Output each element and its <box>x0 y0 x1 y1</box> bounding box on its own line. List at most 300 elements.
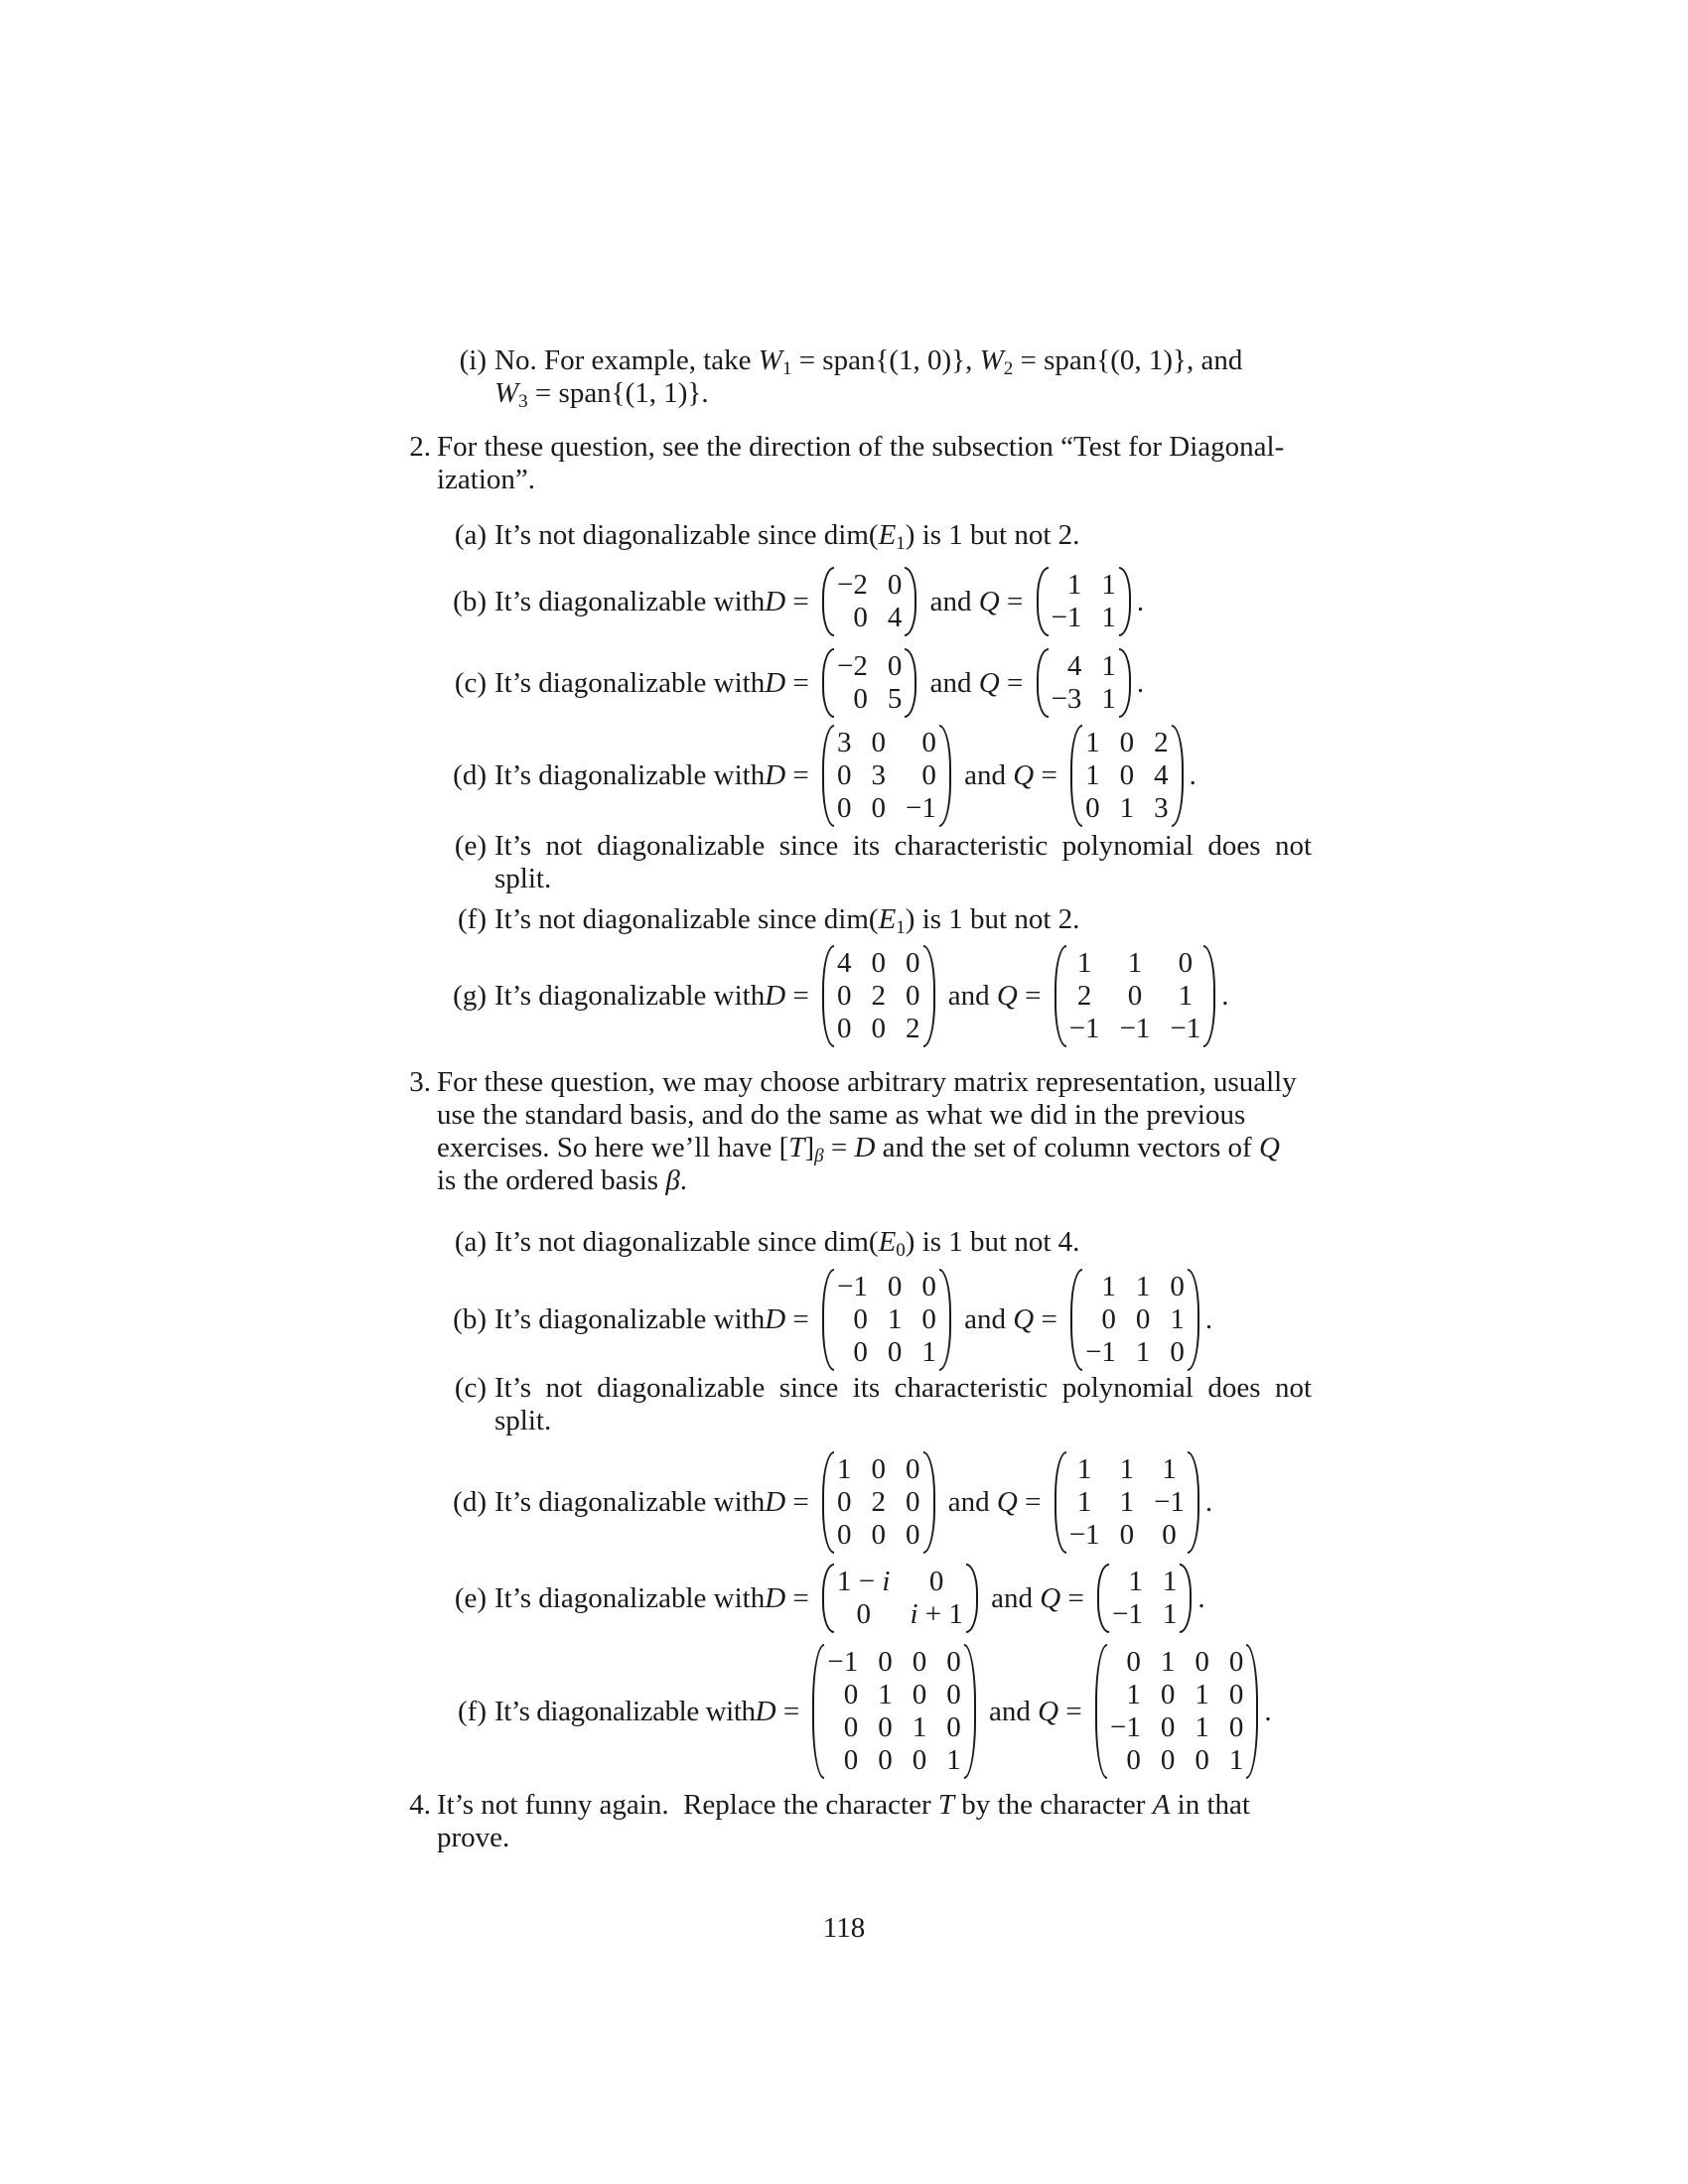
matrix-cell: 0 <box>843 1744 859 1776</box>
text: = <box>1017 979 1049 1012</box>
matrix-cell: 0 <box>887 1335 903 1368</box>
matrix-cell: 0 <box>887 1270 903 1302</box>
math-var: E <box>878 903 897 935</box>
math-var: D <box>765 585 786 617</box>
math-var: Q <box>1040 1581 1061 1614</box>
matrix-cell: 1 <box>1128 1566 1143 1597</box>
math-var: W <box>494 377 519 409</box>
text: = span{(1, 1)}. <box>527 377 709 409</box>
matrix-cell: 0 <box>853 1335 868 1368</box>
math-var: D <box>765 979 786 1012</box>
matrix-cell: 2 <box>906 1012 920 1044</box>
matrix-entries <box>834 567 905 636</box>
matrix-cell: 0 <box>1085 791 1100 824</box>
matrix-cell: 1 <box>878 1679 893 1710</box>
matrix-cell: 0 <box>853 683 868 715</box>
matrix-cell: −1 <box>1085 1335 1116 1368</box>
text: It’s diagonalizable with <box>494 1302 766 1335</box>
matrix-cell: 0 <box>843 1711 859 1743</box>
math-var: D <box>765 1581 786 1614</box>
text: = <box>1017 1485 1049 1518</box>
question-number: 2. <box>409 431 431 463</box>
matrix-cell: 0 <box>946 1711 961 1743</box>
subscript: 1 <box>896 917 906 938</box>
matrix-cell: 0 <box>878 1711 893 1743</box>
matrix-D <box>812 1644 975 1779</box>
item-text-line-1 <box>494 344 1319 377</box>
question-text-line-2: use the standard basis, and do the same as what we did in the previous <box>437 1099 1246 1131</box>
text: ) is 1 but not 2. <box>905 519 1080 551</box>
text: . <box>1136 666 1145 699</box>
part-label: (d) <box>453 758 487 791</box>
text: . <box>1189 758 1196 791</box>
part-label: (d) <box>453 1485 487 1518</box>
matrix-cell: 1 <box>1066 569 1082 601</box>
right-paren <box>1119 567 1131 636</box>
text: . <box>1264 1695 1272 1727</box>
left-paren <box>822 1564 834 1633</box>
matrix-cell: 0 <box>1119 758 1135 791</box>
matrix-cell: 4 <box>1066 650 1082 682</box>
question-2g <box>417 943 1229 1048</box>
matrix-cell: 1 <box>1101 683 1116 715</box>
part-label: (f) <box>458 1695 487 1727</box>
text: = <box>1060 1581 1092 1614</box>
math-var: D <box>755 1695 776 1727</box>
left-paren <box>1037 648 1049 718</box>
matrix-entries <box>834 1269 939 1371</box>
matrix-cell: 0 <box>1126 1646 1141 1678</box>
question-2c <box>417 645 1144 721</box>
text: = <box>775 1695 807 1727</box>
matrix-cell: 0 <box>1101 1302 1116 1335</box>
matrix-D <box>822 648 916 718</box>
matrix-cell: −2 <box>837 569 868 601</box>
question-3b <box>417 1267 1212 1372</box>
matrix-cell: 0 <box>843 1679 859 1710</box>
text: and <box>940 1485 997 1518</box>
matrix-cell: 0 <box>921 1270 936 1302</box>
matrix-cell: 0 <box>1228 1711 1244 1743</box>
text: = <box>785 1302 817 1335</box>
matrix-cell: 3 <box>837 726 852 758</box>
matrix-entries <box>1066 945 1204 1047</box>
matrix-cell: −1 <box>1068 1012 1100 1044</box>
text: It’s diagonalizable with <box>494 758 766 791</box>
left-paren <box>1055 945 1066 1047</box>
matrix-cell: 1 <box>1170 1302 1185 1335</box>
math-var: E <box>878 519 897 551</box>
matrix-cell: 1 <box>912 1711 927 1743</box>
matrix-cell: 0 <box>887 650 903 682</box>
left-paren <box>1070 1269 1082 1371</box>
matrix-cell: 0 <box>871 1518 887 1551</box>
math-var: Q <box>1038 1695 1059 1727</box>
left-paren <box>822 648 834 718</box>
left-paren <box>822 567 834 636</box>
subscript: 1 <box>781 358 792 379</box>
part-label: (b) <box>453 585 487 617</box>
left-paren <box>822 1451 834 1554</box>
matrix-cell: 0 <box>837 1485 852 1518</box>
text: = <box>999 666 1031 699</box>
matrix-cell: 0 <box>1228 1679 1244 1710</box>
matrix-cell: −1 <box>1109 1711 1141 1743</box>
matrix-cell: −1 <box>1051 602 1082 633</box>
text: . <box>679 1164 688 1196</box>
left-paren <box>1037 567 1049 636</box>
matrix-cell: 0 <box>921 726 936 758</box>
question-3e <box>417 1561 1205 1636</box>
matrix-cell: 0 <box>946 1679 961 1710</box>
question-2d <box>417 723 1196 828</box>
left-paren <box>822 1269 834 1371</box>
matrix-cell: 0 <box>1170 1335 1185 1368</box>
matrix-cell: −1 <box>906 791 936 824</box>
math-var: Q <box>996 979 1018 1012</box>
matrix-cell: 1 <box>1228 1744 1244 1776</box>
matrix-entries <box>834 1451 923 1554</box>
matrix-cell: 0 <box>871 1012 887 1044</box>
matrix-Q <box>1097 1564 1192 1633</box>
text: It’s not funny again. Replace the character <box>437 1789 938 1821</box>
question-text-line-1 <box>437 1789 1250 1822</box>
matrix-cell: 2 <box>871 979 887 1012</box>
text: It’s not diagonalizable since dim( <box>494 519 879 551</box>
matrix-entries <box>834 1564 966 1633</box>
matrix-cell: 1 <box>1162 1598 1178 1630</box>
text: by the character <box>954 1789 1153 1821</box>
matrix-cell: 0 <box>912 1646 927 1678</box>
part-label: (a) <box>454 1226 487 1258</box>
matrix-cell: 1 <box>1126 1679 1141 1710</box>
part-label: (c) <box>454 666 487 699</box>
part-label: (g) <box>453 979 487 1012</box>
subscript: 1 <box>896 533 906 554</box>
question-number: 4. <box>409 1789 431 1821</box>
matrix-cell: 0 <box>1195 1646 1209 1678</box>
text: = <box>823 1132 855 1163</box>
text: = <box>785 758 817 791</box>
math-var: W <box>979 344 1004 376</box>
text: = <box>1058 1695 1089 1727</box>
matrix-cell: 1 <box>1076 1485 1092 1518</box>
question-text-line-1: For these question, see the direction of the subsection “Test for Diagonal- <box>437 431 1285 463</box>
matrix-cell: 0 <box>1127 979 1143 1012</box>
matrix-cell: 1 <box>1195 1679 1209 1710</box>
matrix-cell: 1 <box>1076 946 1092 979</box>
right-paren <box>1246 1644 1258 1779</box>
matrix-cell: 0 <box>1135 1302 1151 1335</box>
math-var: T <box>788 1132 805 1163</box>
part-label: (c) <box>454 1372 487 1404</box>
part-label: (f) <box>458 903 487 935</box>
matrix-cell: 4 <box>837 946 852 979</box>
matrix-cell: 1 <box>1085 758 1100 791</box>
left-paren <box>1055 1451 1066 1554</box>
matrix-cell: −1 <box>837 1270 868 1302</box>
matrix-entries <box>1066 1451 1188 1554</box>
text: ) is 1 but not 2. <box>905 903 1080 935</box>
matrix-cell: 1 <box>921 1335 936 1368</box>
left-paren <box>1095 1644 1107 1779</box>
matrix-cell: 0 <box>906 1518 920 1551</box>
right-paren <box>964 1644 976 1779</box>
text: ] <box>804 1132 815 1163</box>
matrix-cell: 0 <box>921 1302 936 1335</box>
matrix-D <box>822 945 935 1047</box>
text: It’s diagonalizable with <box>494 1581 766 1614</box>
text: is the ordered basis <box>437 1164 666 1196</box>
matrix-cell: 1 <box>1135 1270 1151 1302</box>
matrix-cell: 2 <box>871 1485 887 1518</box>
question-number: 3. <box>409 1066 431 1098</box>
matrix-Q <box>1095 1644 1258 1779</box>
left-paren <box>822 725 834 827</box>
text: and <box>922 585 979 617</box>
item-label: (i) <box>459 344 487 376</box>
left-paren <box>812 1644 824 1779</box>
matrix-cell: 1 <box>1101 569 1116 601</box>
matrix-cell: 5 <box>887 683 903 715</box>
part-text-line-2: split. <box>494 1405 552 1436</box>
right-paren <box>1119 648 1131 718</box>
question-3d <box>417 1449 1212 1555</box>
text: . <box>1197 1581 1205 1614</box>
subscript: β <box>814 1146 824 1166</box>
right-paren <box>923 1451 935 1554</box>
left-paren <box>1070 725 1082 827</box>
part-text-line-1: It’s not diagonalizable since its characteristic polynomial does not <box>494 1372 1313 1404</box>
right-paren <box>1172 725 1184 827</box>
matrix-D <box>822 567 916 636</box>
text: It’s diagonalizable with <box>494 666 766 699</box>
matrix-Q <box>1055 1451 1199 1554</box>
right-paren <box>939 725 951 827</box>
text: and <box>981 1695 1039 1727</box>
text: exercises. So here we’ll have [ <box>437 1132 789 1163</box>
text: . <box>1204 1302 1213 1335</box>
text: It’s diagonalizable with <box>494 1485 766 1518</box>
matrix-D <box>822 725 951 827</box>
text: = <box>1034 758 1065 791</box>
matrix-cell: 0 <box>1160 1711 1176 1743</box>
matrix-cell: 0 <box>1170 1270 1185 1302</box>
page-number: 118 <box>822 1912 866 1944</box>
text: No. For example, take <box>494 344 759 376</box>
matrix-cell: 3 <box>871 758 887 791</box>
text: and the set of column vectors of <box>875 1132 1259 1163</box>
math-var: T <box>937 1789 955 1821</box>
question-text-line-4 <box>437 1164 687 1197</box>
matrix-cell: 1 <box>1101 650 1116 682</box>
matrix-Q <box>1055 945 1216 1047</box>
matrix-cell: 0 <box>878 1744 893 1776</box>
matrix-cell: 1 <box>1119 791 1135 824</box>
matrix-cell: 1 <box>1162 1566 1178 1597</box>
matrix-D <box>822 1451 935 1554</box>
part-text <box>494 519 1079 552</box>
text: = <box>785 666 817 699</box>
part-label: (e) <box>454 1581 487 1614</box>
math-var: Q <box>1013 1302 1035 1335</box>
math-var: Q <box>978 666 1000 699</box>
matrix-cell: 0 <box>906 946 920 979</box>
subscript: 3 <box>518 391 528 412</box>
matrix-cell: 1 <box>887 1302 903 1335</box>
subscript: 2 <box>1003 358 1014 379</box>
matrix-cell: 0 <box>887 569 903 601</box>
question-text-line-2: prove. <box>437 1822 510 1853</box>
matrix-entries <box>834 725 939 827</box>
text: = <box>785 585 817 617</box>
matrix-cell: 0 <box>1119 1518 1135 1551</box>
math-var: W <box>758 344 782 376</box>
math-var: D <box>765 666 786 699</box>
text: = <box>785 1485 817 1518</box>
right-paren <box>923 945 935 1047</box>
matrix-cell: 0 <box>837 758 852 791</box>
matrix-cell: 0 <box>1228 1646 1244 1678</box>
right-paren <box>905 567 916 636</box>
matrix-cell: 0 <box>1126 1744 1141 1776</box>
matrix-entries <box>1049 567 1119 636</box>
matrix-cell: 0 <box>1160 1679 1176 1710</box>
matrix-cell: 0 <box>906 1485 920 1518</box>
matrix-cell: 0 <box>837 979 852 1012</box>
text: and <box>956 758 1014 791</box>
matrix-cell: 0 <box>906 979 920 1012</box>
matrix-cell: 0 <box>1195 1744 1209 1776</box>
matrix-cell: 0 <box>856 1598 871 1630</box>
question-2b <box>417 564 1144 639</box>
right-paren <box>1188 1269 1199 1371</box>
math-var: Q <box>978 585 1000 617</box>
part-text-line-2: split. <box>494 863 552 894</box>
text: It’s not diagonalizable since dim( <box>494 1226 879 1258</box>
left-paren <box>822 945 834 1047</box>
matrix-D <box>822 1269 951 1371</box>
right-paren <box>939 1269 951 1371</box>
matrix-cell: 0 <box>837 1518 852 1551</box>
math-var: Q <box>996 1485 1018 1518</box>
text: It’s diagonalizable with <box>494 979 766 1012</box>
right-paren <box>1180 1564 1192 1633</box>
matrix-cell: 0 <box>871 726 887 758</box>
part-label: (b) <box>453 1302 487 1335</box>
matrix-cell: 0 <box>871 1452 887 1485</box>
matrix-cell: 0 <box>871 791 887 824</box>
text: and <box>983 1581 1041 1614</box>
math-var: A <box>1152 1789 1171 1821</box>
matrix-cell: 0 <box>853 1302 868 1335</box>
text: It’s diagonalizable with <box>494 1695 756 1727</box>
text: . <box>1204 1485 1213 1518</box>
matrix-cell: 0 <box>946 1646 961 1678</box>
matrix-Q <box>1037 567 1131 636</box>
text: It’s not diagonalizable since dim( <box>494 903 879 935</box>
matrix-cell: 2 <box>1076 979 1092 1012</box>
text: in that <box>1170 1789 1250 1821</box>
text: and <box>922 666 979 699</box>
matrix-cell: 1 <box>1178 979 1194 1012</box>
matrix-cell: 1 <box>1101 1270 1116 1302</box>
matrix-cell: 0 <box>1119 726 1135 758</box>
text: and <box>940 979 997 1012</box>
matrix-Q <box>1070 725 1184 827</box>
matrix-cell: −1 <box>1068 1518 1100 1551</box>
math-var: Q <box>1258 1132 1280 1163</box>
text: ) is 1 but not 4. <box>905 1226 1080 1258</box>
matrix-cell: 1 <box>1162 1452 1177 1485</box>
right-paren <box>1203 945 1215 1047</box>
matrix-cell: 1 <box>1119 1485 1135 1518</box>
matrix-D <box>822 1564 978 1633</box>
matrix-cell: −1 <box>1119 1012 1151 1044</box>
math-var: β <box>665 1164 680 1196</box>
text: = <box>999 585 1031 617</box>
matrix-cell: 1 <box>1127 946 1143 979</box>
matrix-cell: 1 <box>1195 1711 1209 1743</box>
text: and <box>956 1302 1014 1335</box>
matrix-cell: 0 <box>1160 1744 1176 1776</box>
matrix-cell: 0 <box>928 1566 944 1597</box>
matrix-cell: 1 <box>837 1452 852 1485</box>
text: = <box>785 979 817 1012</box>
right-paren <box>1188 1451 1199 1554</box>
matrix-cell: 1 <box>1085 726 1100 758</box>
matrix-cell: 1 <box>1119 1452 1135 1485</box>
matrix-cell: 1 <box>1135 1335 1151 1368</box>
matrix-cell: 0 <box>912 1744 927 1776</box>
matrix-cell: 0 <box>837 791 852 824</box>
text: It’s diagonalizable with <box>494 585 766 617</box>
text: = span{(0, 1)}, and <box>1013 344 1243 376</box>
matrix-cell: 2 <box>1154 726 1169 758</box>
matrix-cell: 0 <box>837 1012 852 1044</box>
math-var: D <box>854 1132 876 1163</box>
math-var: E <box>878 1226 897 1258</box>
left-paren <box>1097 1564 1109 1633</box>
text: . <box>1221 979 1229 1012</box>
math-var: D <box>765 1302 786 1335</box>
math-var: D <box>765 758 786 791</box>
matrix-entries <box>824 1644 963 1779</box>
matrix-entries <box>834 945 923 1047</box>
part-text <box>494 903 1079 936</box>
part-label: (a) <box>454 519 487 551</box>
item-text-line-2 <box>494 377 709 410</box>
matrix-cell: −1 <box>1112 1598 1143 1630</box>
matrix-cell: 1 <box>946 1744 961 1776</box>
matrix-cell: i + 1 <box>910 1598 963 1630</box>
question-text-line-3 <box>437 1132 1280 1164</box>
matrix-cell: 4 <box>887 602 903 633</box>
matrix-cell: 1 <box>1076 1452 1092 1485</box>
matrix-cell: 0 <box>871 946 887 979</box>
math-var: Q <box>1013 758 1035 791</box>
matrix-cell: −1 <box>827 1646 859 1678</box>
matrix-entries <box>1082 1269 1188 1371</box>
matrix-cell: 4 <box>1154 758 1169 791</box>
matrix-Q <box>1037 648 1131 718</box>
matrix-cell: −1 <box>1170 1012 1201 1044</box>
matrix-cell: −3 <box>1051 683 1082 715</box>
text: = <box>1034 1302 1065 1335</box>
matrix-entries <box>1082 725 1172 827</box>
right-paren <box>905 648 916 718</box>
matrix-cell: 1 <box>1160 1646 1176 1678</box>
